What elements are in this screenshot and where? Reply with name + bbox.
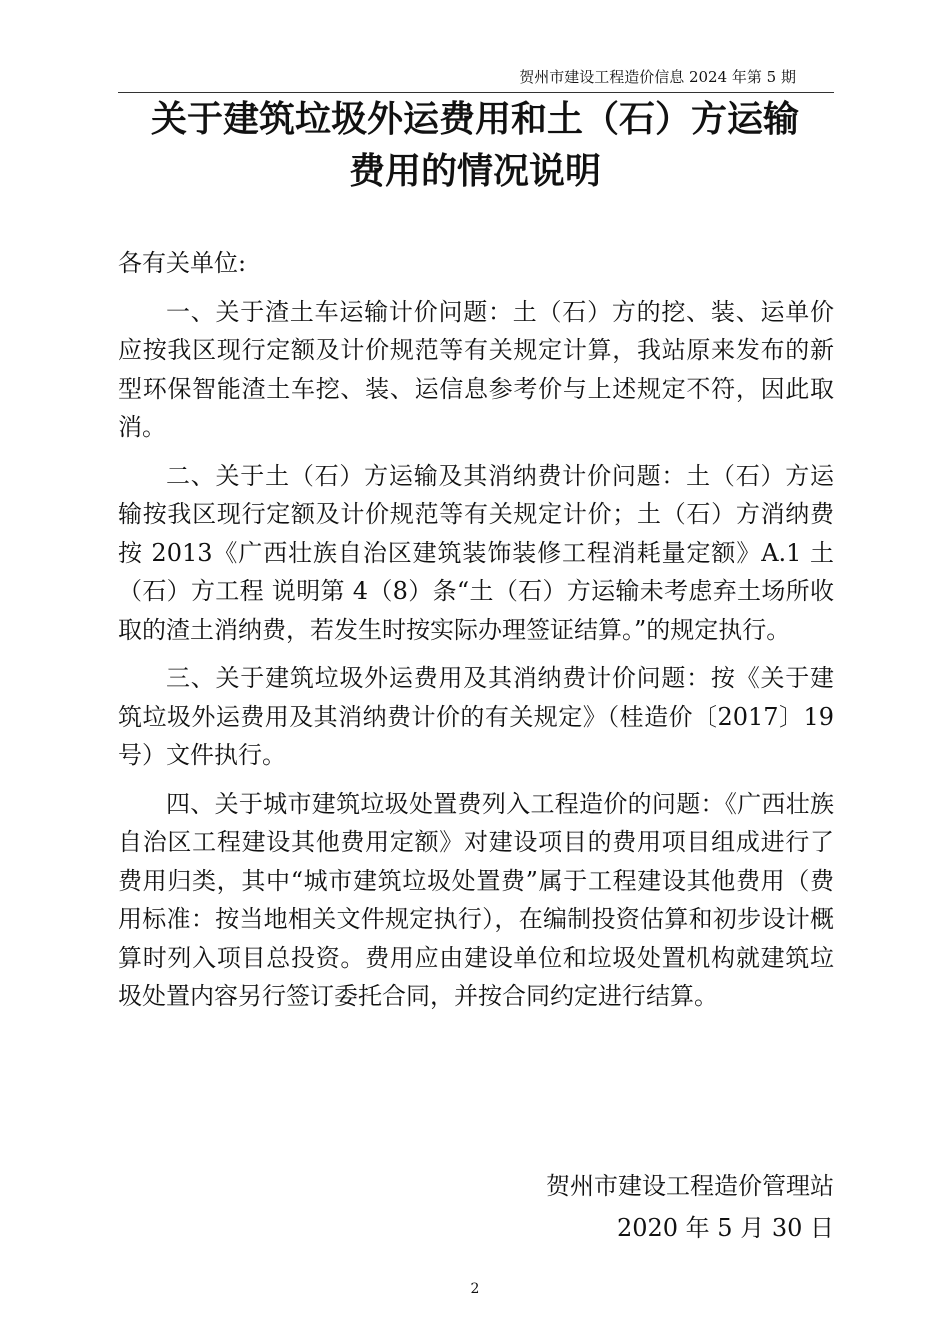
paragraph-1: 一、关于渣土车运输计价问题：土（石）方的挖、装、运单价应按我区现行定额及计价规范等有关规定计算，我站原来发布的新型环保智能渣土车挖、装、运信息参考价与上述规定不符，因此取消。 (118, 297, 834, 441)
paragraph-4: 四、关于城市建筑垃圾处置费列入工程造价的问题：《广西壮族自治区工程建设其他费用定额》对建设项目的费用项目组成进行了费用归类，其中“城市建筑垃圾处置费”属于工程建设其他费用（费用标准：按当地相关文件规定执行），在编制投资估算和初步设计概算时列入项目总投资。费用应由建设单位和垃圾处置机构就建筑垃圾处置内容另行签订委托合同，并按合同约定进行结算。 (118, 789, 834, 1010)
title-line-1: 关于建筑垃圾外运费用和土（石）方运输 (150, 99, 799, 140)
salutation: 各有关单位: (118, 249, 247, 277)
issue-date: 2020 年 5 月 30 日 (616, 1214, 834, 1242)
page-number: 2 (470, 1281, 480, 1297)
issue-header: 贺州市建设工程造价信息 2024 年第 5 期 (519, 68, 796, 86)
title-line-2: 费用的情况说明 (348, 151, 601, 192)
paragraph-3: 三、关于建筑垃圾外运费用及其消纳费计价问题：按《关于建筑垃圾外运费用及其消纳费计价的有关规定》（桂造价〔2017〕19 号）文件执行。 (118, 664, 834, 769)
signature-block (546, 1165, 834, 1249)
document-body (118, 244, 834, 1026)
paragraph-2: 二、关于土（石）方运输及其消纳费计价问题：土（石）方运输按我区现行定额及计价规范等有关规定计价；土（石）方消纳费按 2013《广西壮族自治区建筑装饰装修工程消耗量定额》A.1 土（石）方工程 说明第 4（8）条“土（石）方运输未考虑弃土场所收取的渣土消纳费，若发生时按实际办理签证结算。”的规定执行。 (118, 461, 834, 644)
header-divider (118, 92, 834, 93)
document-title (60, 94, 890, 198)
issuing-organization: 贺州市建设工程造价管理站 (546, 1172, 834, 1200)
